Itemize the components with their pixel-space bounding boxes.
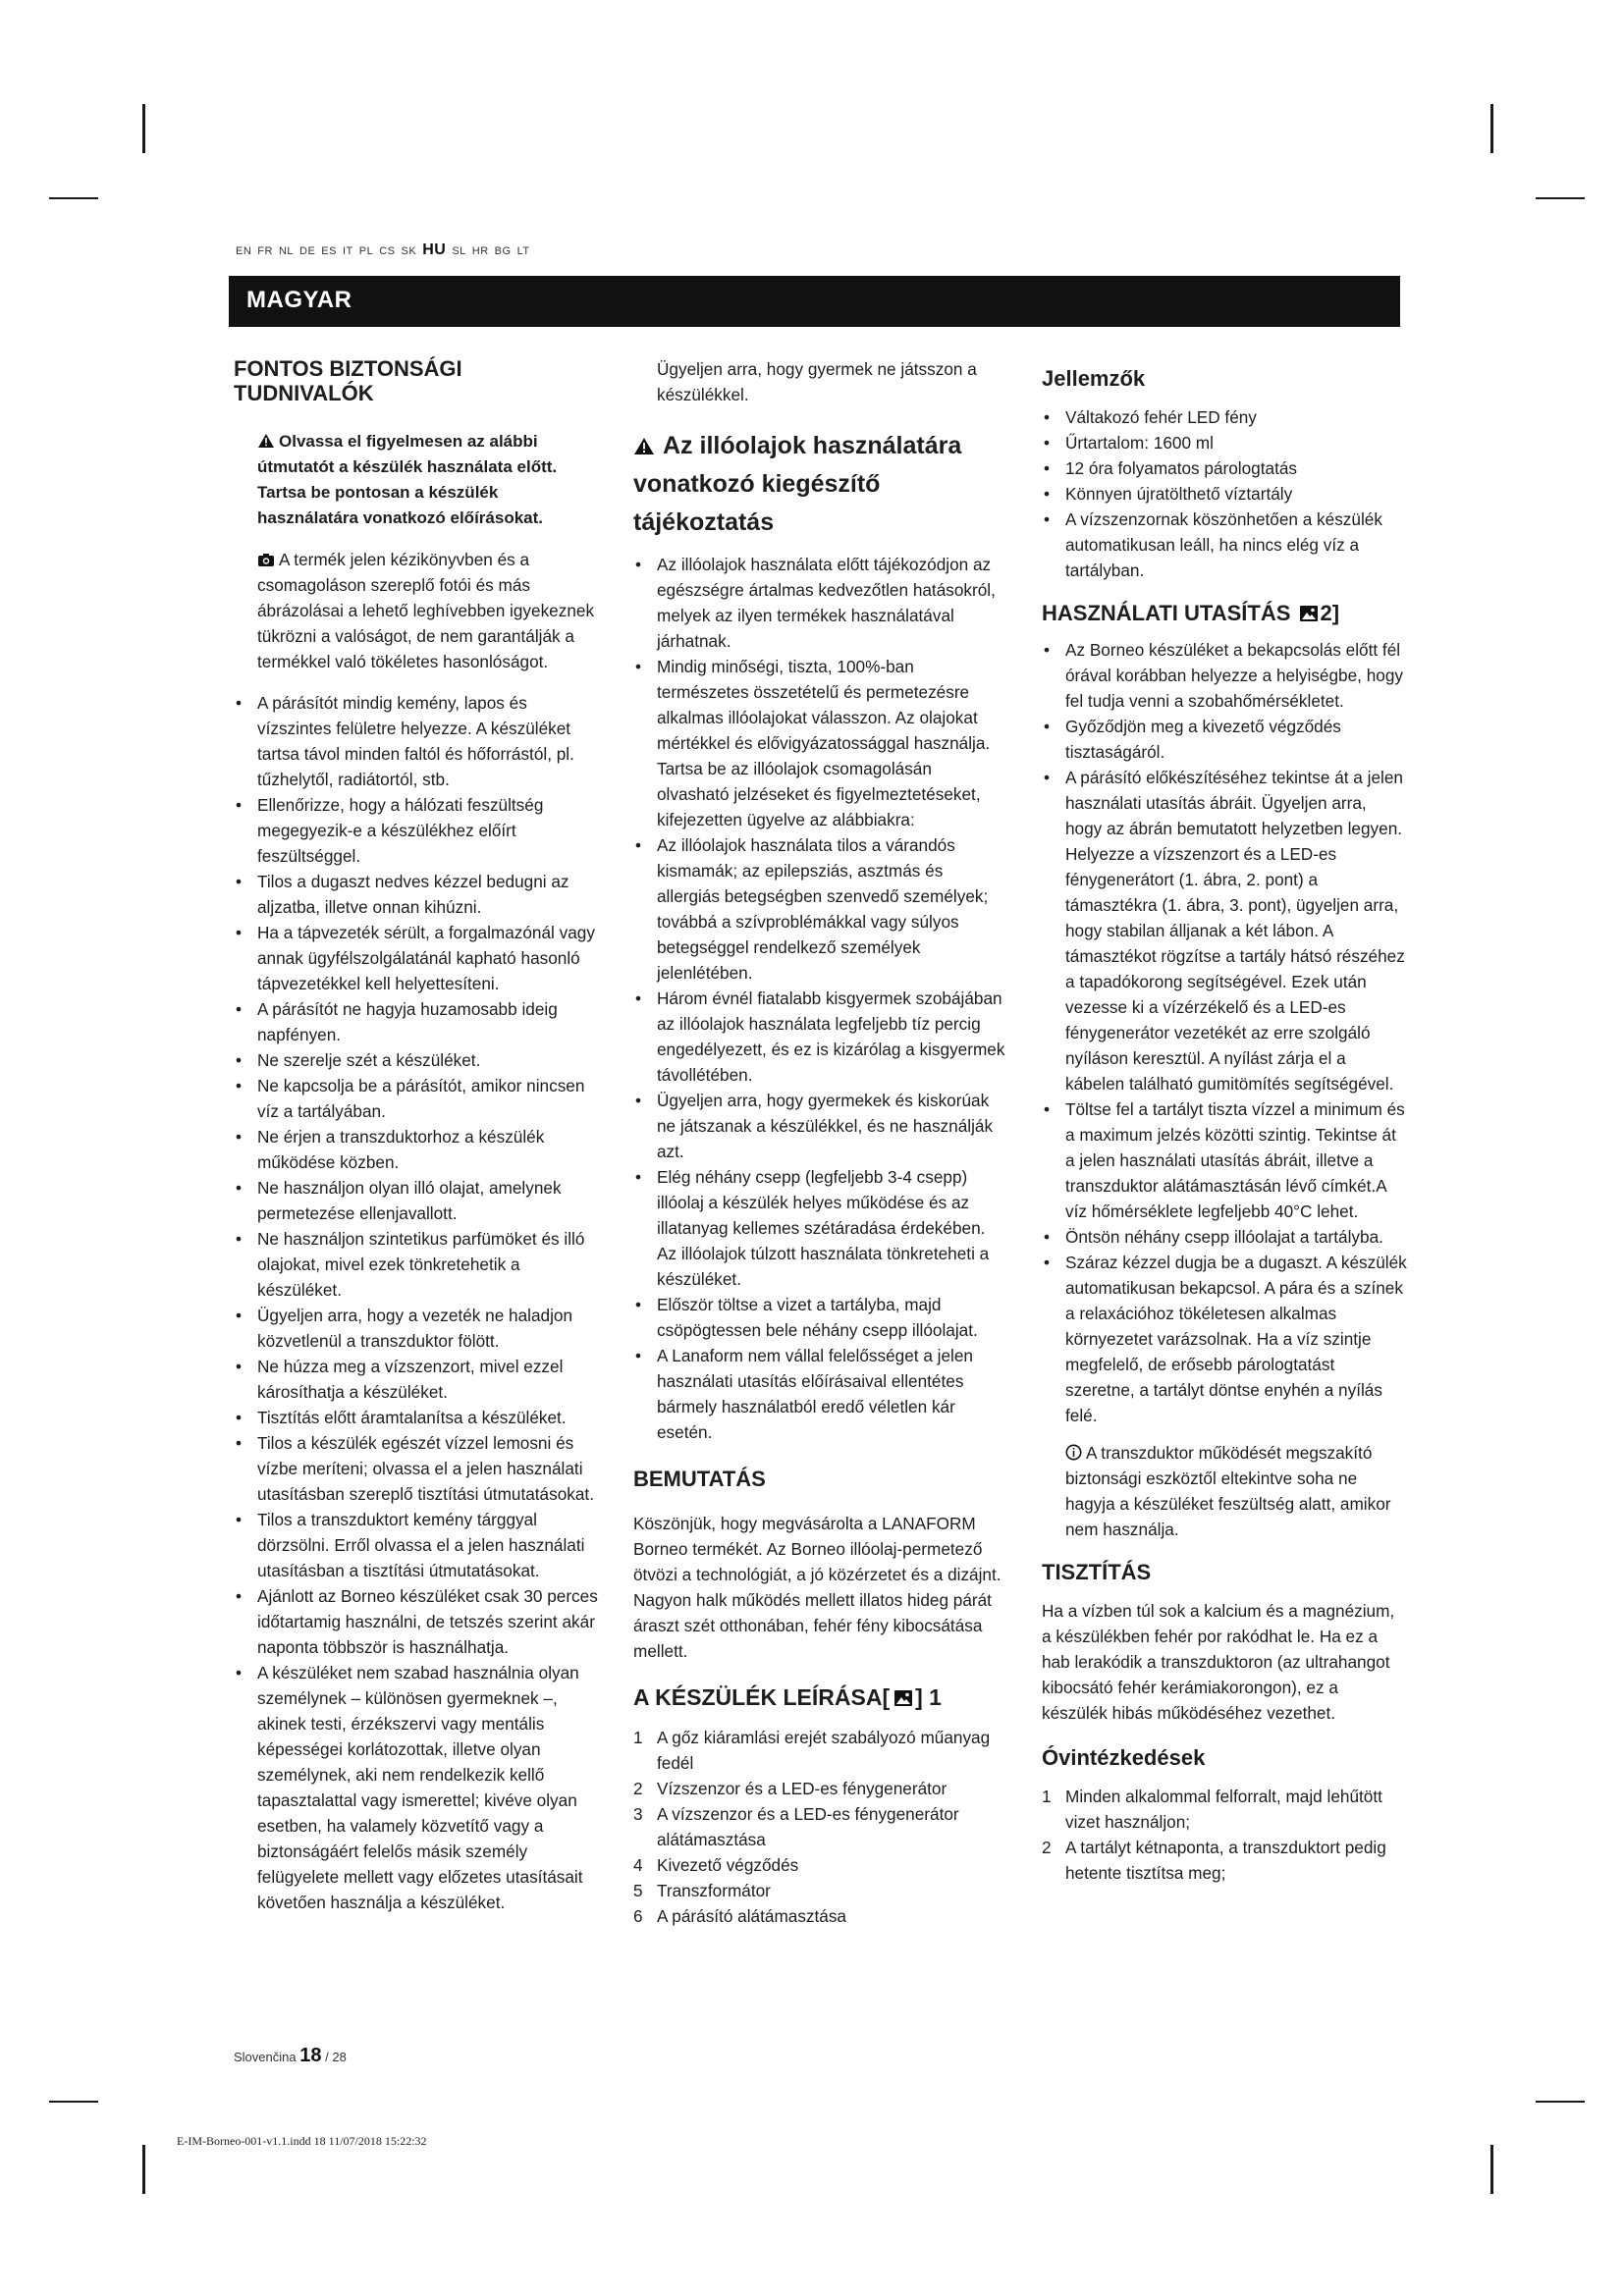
- language-code: FR: [257, 245, 273, 257]
- safety-warning-text: Olvassa el figyelmesen az alábbi útmutatót a készülék használata előtt. Tartsa be pontosan a készülék használatára vonatkozó előírásokat.: [257, 432, 558, 527]
- safety-heading: FONTOS BIZTONSÁGI TUDNIVALÓK: [234, 356, 462, 405]
- section-title: MAGYAR: [246, 287, 352, 313]
- list-item: • Ne húzza meg a vízszenzort, mivel ezzel károsíthatja a készüléket.: [234, 1354, 599, 1405]
- list-item: • A párásítót mindig kemény, lapos és vízszintes felületre helyezze. A készüléket tartsa távol minden faltól és hőforrástól, pl. tűzhelytől, radiátortól, stb.: [234, 690, 599, 792]
- safety-continuation: Ügyeljen arra, hogy gyermek ne játsszon a készülékkel.: [657, 359, 977, 404]
- item-number: 1: [1042, 1787, 1052, 1806]
- list-item: • Száraz kézzel dugja be a dugaszt. A készülék automatikusan bekapcsol. A pára és a színek a relaxációhoz tökéletesen alkalmas környezetet varázsolnak. Ha a víz szintje megfelelő, de erősebb párologtatást szeretne, a tartályt döntse enyhén a nyílás felé.: [1042, 1250, 1407, 1428]
- camera-icon: [257, 553, 275, 567]
- list-item: • Először töltse a vizet a tartályba, majd csöpögtessen bele néhány csepp illóolajat.: [633, 1292, 1006, 1343]
- crop-mark: [142, 104, 145, 153]
- list-item: • Tisztítás előtt áramtalanítsa a készüléket.: [234, 1405, 599, 1430]
- list-item: • Űrtartalom: 1600 ml: [1042, 430, 1407, 455]
- item-number: 3: [633, 1804, 643, 1824]
- item-number: 2: [633, 1779, 643, 1798]
- crop-mark: [1490, 2145, 1493, 2194]
- precautions-list: [1042, 1784, 1407, 1886]
- presentation-text: Köszönjük, hogy megvásárolta a LANAFORM Borneo termékét. Az Borneo illóolaj-permetező ötvözi a technológiát, a jó közérzetet és a dizájnt. Nagyon halk működés mellett illatos hideg párát áraszt szét otthonában, fehér fény kibocsátása mellett.: [633, 1514, 1001, 1661]
- language-code: LT: [516, 245, 530, 257]
- warning-icon: [257, 433, 275, 449]
- list-item: • Ha a tápvezeték sérült, a forgalmazónál vagy annak ügyfélszolgálatánál kapható hasonló tápvezetékkel kell helyettesíteni.: [234, 920, 599, 996]
- description-heading: [633, 1683, 1006, 1711]
- column-safety: [234, 356, 599, 1915]
- description-heading-text: A KÉSZÜLÉK LEÍRÁSA[: [633, 1684, 891, 1710]
- language-code: BG: [494, 245, 512, 257]
- list-item: • Ne érjen a transzduktorhoz a készülék működése közben.: [234, 1124, 599, 1175]
- item-text: Transzformátor: [657, 1881, 771, 1900]
- usage-heading-text: HASZNÁLATI UTASÍTÁS: [1042, 601, 1291, 625]
- list-item: [633, 1801, 1006, 1852]
- language-code: NL: [278, 245, 295, 257]
- list-item: [1042, 1784, 1407, 1835]
- list-item: • A vízszenzornak köszönhetően a készülék automatikusan leáll, ha nincs elég víz a tartályban.: [1042, 507, 1407, 583]
- list-item: • Töltse fel a tartályt tiszta vízzel a minimum és a maximum jelzés közötti szintig. Tekintse át a jelen használati utasítás ábráit, illetve a transzduktor alátámasztásán lévő címkét.A víz hőmérséklete legfeljebb 40°C lehet.: [1042, 1096, 1407, 1224]
- list-item: • Ügyeljen arra, hogy a vezeték ne haladjon közvetlenül a transzduktor fölött.: [234, 1303, 599, 1354]
- language-code: HR: [471, 245, 489, 257]
- print-slug: E-IM-Borneo-001-v1.1.indd 18 11/07/2018 15:22:32: [177, 2134, 427, 2148]
- features-list: [1042, 404, 1407, 583]
- list-item: • Ellenőrizze, hogy a hálózati feszültség megegyezik-e a készülékhez előírt feszültséggel.: [234, 792, 599, 869]
- item-text: A gőz kiáramlási erejét szabályozó műanyag fedél: [657, 1728, 991, 1773]
- item-number: 5: [633, 1881, 643, 1900]
- list-item: • Öntsön néhány csepp illóolajat a tartályba.: [1042, 1224, 1407, 1250]
- list-item: • Váltakozó fehér LED fény: [1042, 404, 1407, 430]
- crop-mark: [1490, 104, 1493, 153]
- list-item: • A párásítót ne hagyja huzamosabb ideig napfényen.: [234, 996, 599, 1047]
- language-code: IT: [342, 245, 353, 257]
- item-text: A párásító alátámasztása: [657, 1906, 846, 1926]
- item-number: 1: [633, 1728, 643, 1747]
- list-item: • Ne használjon olyan illó olajat, amelynek permetezése ellenjavallott.: [234, 1175, 599, 1226]
- list-item: • Az illóolajok használata tilos a várandós kismamák; az epilepsziás, asztmás és allergiás betegségben szenvedő személyek; továbbá a szívproblémákkal vagy súlyos betegséggel rendelkező személyek jelenlétében.: [633, 832, 1006, 986]
- section-bar: [229, 276, 1400, 327]
- description-list: [633, 1725, 1006, 1929]
- item-number: 4: [633, 1855, 643, 1875]
- footer-language: Slovenčina: [234, 2050, 297, 2064]
- item-number: 2: [1042, 1838, 1052, 1857]
- language-code: DE: [299, 245, 316, 257]
- list-item: • A készüléket nem szabad használnia olyan személynek – különösen gyermeknek –, akinek testi, érzékszervi vagy mentális képességei korlátozottak, illetve olyan személynek, aki nem rendelkezik kellő tapasztalattal vagy ismerettel; kivéve olyan esetben, ha valamely közvetítő vagy a biztonságáért felelős másik személy felügyelete mellett vagy előzetes utasításait követően használja a készüléket.: [234, 1660, 599, 1915]
- list-item: • Tilos a készülék egészét vízzel lemosni és vízbe meríteni; olvassa el a jelen használati utasításban szereplő tisztítási útmutatásokat.: [234, 1430, 599, 1507]
- list-item: • Ne szerelje szét a készüléket.: [234, 1047, 599, 1073]
- usage-list: [1042, 637, 1407, 1428]
- oils-list: [633, 552, 1006, 1445]
- image-icon: [893, 1689, 913, 1707]
- presentation-heading: BEMUTATÁS: [633, 1467, 766, 1491]
- oils-heading: [633, 427, 1006, 542]
- crop-mark: [142, 2145, 145, 2194]
- language-code: SK: [401, 245, 417, 257]
- item-text: Minden alkalommal felforralt, majd lehűtött vizet használjon;: [1065, 1787, 1382, 1832]
- item-text: A vízszenzor és a LED-es fénygenerátor alátámasztása: [657, 1804, 959, 1849]
- list-item: • 12 óra folyamatos párologtatás: [1042, 455, 1407, 481]
- usage-note-text: A transzduktor működését megszakító biztonsági eszköztől eltekintve soha ne hagyja a készüléket feszültség alatt, amikor nem használja.: [1065, 1443, 1391, 1539]
- list-item: • Ügyeljen arra, hogy gyermekek és kiskorúak ne játszanak a készülékkel, és ne használják azt.: [633, 1088, 1006, 1164]
- list-item: • Az illóolajok használata előtt tájékozódjon az egészségre ártalmas kedvezőtlen hatásokról, melyek az ilyen termékek használatával járhatnak.: [633, 552, 1006, 654]
- usage-note: [1042, 1440, 1407, 1542]
- safety-list: [234, 690, 599, 1915]
- features-heading: Jellemzők: [1042, 366, 1146, 391]
- cleaning-text: Ha a vízben túl sok a kalcium és a magnézium, a készülékben fehér por rakódhat le. Ha ez a hab lerakódik a transzduktoron (az ultrahangot kibocsátó fehér kerámiakorongon), ez a készülék hibás működéséhez vezethet.: [1042, 1601, 1395, 1723]
- list-item: [633, 1878, 1006, 1903]
- item-number: 6: [633, 1906, 643, 1926]
- language-code: SL: [452, 245, 466, 257]
- oils-heading-text: Az illóolajok használatára vonatkozó kiegészítő tájékoztatás: [633, 432, 962, 536]
- list-item: • Könnyen újratölthető víztartály: [1042, 481, 1407, 507]
- list-item: • Elég néhány csepp (legfeljebb 3-4 csepp) illóolaj a készülék helyes működése és az illatanyag kellemes szétáradása érdekében. Az illóolajok túlzott használata tönkreteheti a készüléket.: [633, 1164, 1006, 1292]
- list-item: • Tilos a transzduktort kemény tárggyal dörzsölni. Erről olvassa el a jelen használati utasításban a tisztítási útmutatásokat.: [234, 1507, 599, 1583]
- list-item: • Ajánlott az Borneo készüléket csak 30 perces időtartamig használni, de tetszés szerint akár naponta többször is használhatja.: [234, 1583, 599, 1660]
- language-list: [236, 241, 536, 259]
- item-text: Kivezető végződés: [657, 1855, 799, 1875]
- warning-icon: [633, 437, 655, 455]
- usage-heading: [1042, 601, 1407, 625]
- language-code: EN: [236, 245, 252, 257]
- page-total: / 28: [325, 2050, 347, 2064]
- list-item: [633, 1776, 1006, 1801]
- list-item: [1042, 1835, 1407, 1886]
- list-item: • Mindig minőségi, tiszta, 100%-ban természetes összetételű és permetezésre alkalmas illóolajokat válasszon. Az olajokat mértékkel és elővigyázatossággal használja. Tartsa be az illóolajok csomagolásán olvasható jelzéseket és figyelmeztetéseket, kifejezetten ügyelve az alábbiakra:: [633, 654, 1006, 832]
- list-item: • A párásító előkészítéséhez tekintse át a jelen használati utasítás ábráit. Ügyeljen arra, hogy az ábrán bemutatott helyzetben legyen. Helyezze a vízszenzort és a LED-es fénygenerátort (1. ábra, 2. pont) a támasztékra (1. ábra, 3. pont), ügyeljen arra, hogy stabilan álljanak a két lábon. A támasztékot rögzítse a tartály hátsó részéhez a tapadókorong segítségével. Ezek után vezesse ki a vízérzékelő és a LED-es fénygenerátor vezetékét az erre szolgáló nyíláson keresztül. A nyílást zárja el a kábelen található gumitömítés segítségével.: [1042, 765, 1407, 1096]
- list-item: [633, 1852, 1006, 1878]
- item-text: Vízszenzor és a LED-es fénygenerátor: [657, 1779, 947, 1798]
- precautions-heading: Óvintézkedések: [1042, 1745, 1206, 1770]
- description-figure-ref: ] 1: [915, 1684, 942, 1710]
- page-footer: [234, 2045, 347, 2067]
- crop-mark: [1536, 197, 1585, 199]
- list-item: • Ne kapcsolja be a párásítót, amikor nincsen víz a tartályában.: [234, 1073, 599, 1124]
- safety-warning: [234, 429, 599, 531]
- list-item: • A Lanaform nem vállal felelősséget a jelen használati utasítás előírásaival ellentétes bármely használatból eredő véletlen kár esetén.: [633, 1343, 1006, 1445]
- crop-mark: [49, 197, 98, 199]
- photo-note: [234, 547, 599, 674]
- list-item: • Az Borneo készüléket a bekapcsolás előtt fél órával korábban helyezze a helyiségbe, hogy fel tudja venni a szobahőmérsékletet.: [1042, 637, 1407, 714]
- image-icon: [1299, 605, 1319, 622]
- page-number: 18: [299, 2045, 322, 2066]
- list-item: • Ne használjon szintetikus parfümöket és illó olajokat, mivel ezek tönkretehetik a készüléket.: [234, 1226, 599, 1303]
- list-item: • Tilos a dugaszt nedves kézzel bedugni az aljzatba, illetve onnan kihúzni.: [234, 869, 599, 920]
- crop-mark: [1536, 2101, 1585, 2103]
- list-item: [633, 1903, 1006, 1929]
- crop-mark: [49, 2101, 98, 2103]
- language-code: CS: [379, 245, 396, 257]
- photo-note-text: A termék jelen kézikönyvben és a csomagoláson szereplő fotói és más ábrázolásai a lehető leghívebben igyekeznek tükrözni a valóságot, de nem garantálják a termékkel való tökéletes hasonlóságot.: [257, 550, 595, 671]
- language-code: ES: [321, 245, 337, 257]
- info-icon: [1065, 1444, 1082, 1461]
- column-oils: [633, 356, 1006, 1929]
- item-text: A tartályt kétnaponta, a transzduktort pedig hetente tisztítsa meg;: [1065, 1838, 1386, 1883]
- list-item: • Három évnél fiatalabb kisgyermek szobájában az illóolajok használata legfeljebb tíz percig engedélyezett, és ez is kizárólag a kisgyermek távollétében.: [633, 986, 1006, 1088]
- usage-figure-ref: 2]: [1320, 601, 1340, 625]
- list-item: • Győződjön meg a kivezető végződés tisztaságáról.: [1042, 714, 1407, 765]
- active-language-code: HU: [422, 241, 447, 258]
- cleaning-heading: TISZTÍTÁS: [1042, 1560, 1152, 1584]
- language-code: PL: [358, 245, 374, 257]
- column-usage: [1042, 356, 1407, 1886]
- list-item: [633, 1725, 1006, 1776]
